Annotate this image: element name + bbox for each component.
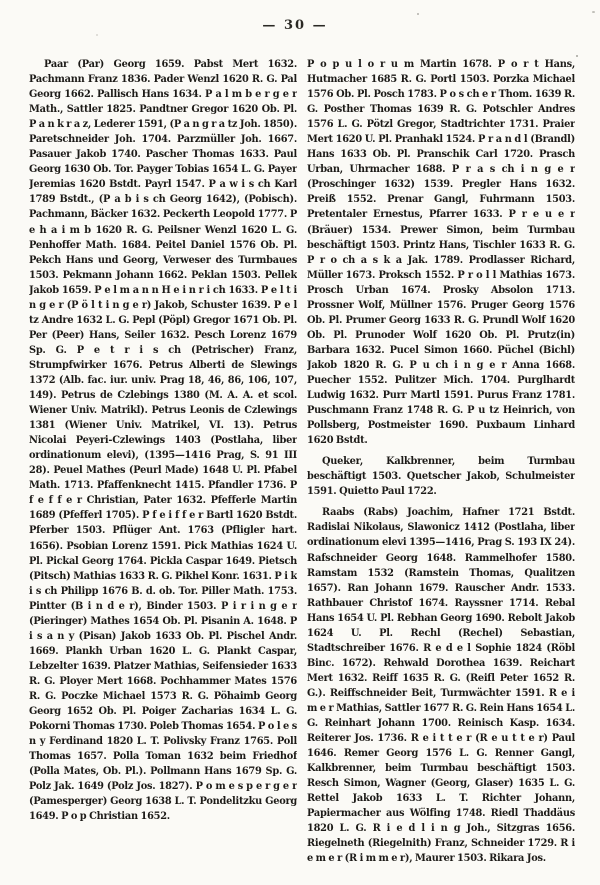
scan-speck xyxy=(417,13,419,15)
scan-speck xyxy=(96,34,98,36)
text-columns xyxy=(29,57,575,871)
left-column-paragraph-p-entries: Paar (Par) Georg 1659. Pabst Mert 1632. Pachmann Franz 1836. Pader Wenzl 1620 R. G. Pal Georg 1662. Pallisch Hans 1634. P a l m b e r g e r Math., Sattler 1825. Pandtner Gregor 1620 Ob. Pl. P a n k r a z, Lederer 1591, (P a n g r a tz Joh. 1850). Paretschneider Joh. 1704. Parzmüller Joh. 1667. Pasauer Jakob 1740. Pascher Thomas 1633. Paul Georg 1630 Ob. Tor. Payger Tobias 1654 L. G. Payer Jeremias 1620 Bstdt. Payrl 1547. P a w i s ch Karl 1789 Bstdt., (P a b i s ch Georg 1642), (Pobisch). Pachmann, Bäcker 1632. Peckerth Leopold 1777. P e h a i m b 1620 R. G. Peilsner Wenzl 1620 L. G. Penhoffer Math. 1684. Peitel Daniel 1576 Ob. Pl. Pekch Hans und Georg, Verweser des Turmbaues 1503. Pekmann Johann 1662. Peklan 1503. Pellek Jakob 1659. P e l m a n n H e i n r i ch 1633. P e l t i n g e r (P ö l t i n g e r) Jakob, Schuster 1639. P e l tz Andre 1632 L. G. Pepl (Pöpl) Gregor 1671 Ob. Pl. Per (Peer) Hans, Seiler 1632. Pesch Lorenz 1679 Sp. G. P e t r i s ch (Petrischer) Franz, Strumpfwirker 1676. Petrus Alberti de Slewings 1372 (Alb. fac. iur. univ. Prag 18, 46, 86, 106, 107, 149). Petrus de Czlebings 1380 (M. A. A. et scol. Wiener Univ. Matrikl). Petrus Leonis de Czlewings 1381 (Wiener Univ. Matrikel, VI. 13). Petrus Nicolai Peyeri-Czlewings 1403 (Postlaha, liber ordinationum elevi), (1395—1416 Prag, S. 91 III 28). Peuel Mathes (Peurl Made) 1648 U. Pl. Pfabel Math. 1713. Pfaffenknecht 1415. Pfandler 1736. P f e f f e r Christian, Pater 1632. Pfefferle Martin 1689 (Pfefferl 1705). P f e i f f e r Bartl 1620 Bstdt. Pferber 1503. Pflüger Ant. 1763 (Pfligler hart. 1656). Psobian Lorenz 1591. Pick Mathias 1624 U. Pl. Pickal Georg 1764. Pickla Caspar 1649. Pietsch (Pitsch) Mathias 1633 R. G. Pikhel Konr. 1631. P i k i s ch Philipp 1676 B. d. ob. Tor. Piller Math. 1753. Pintter (B i n d e r), Binder 1503. P i r i n g e r (Pieringer) Mathes 1654 Ob. Pl. Pisanin A. 1648. P i s a n y (Pisan) Jakob 1633 Ob. Pl. Pischel Andr. 1669. Plankh Urban 1620 L. G. Plankt Caspar, Lebzelter 1639. Platzer Mathias, Seifensieder 1633 R. G. Ployer Mert 1668. Pochhammer Mates 1576 R. G. Poczke Michael 1573 R. G. Pöhaimb Georg Georg 1652 Ob. Pl. Poiger Zacharias 1634 L. G. Pokorni Thomas 1730. Poleb Thomas 1654. P o l e s n y Ferdinand 1820 L. T. Polivsky Franz 1765. Poll Thomas 1657. Polla Toman 1632 beim Friedhof (Polla Mates, Ob. Pl.). Pollmann Hans 1679 Sp. G. Polz Jak. 1649 (Polz Jos. 1827). P o m e s p e r g e r (Pamesperger) Georg 1638 L. T. Pondelitzku Georg 1649. P o p Christian 1652. xyxy=(29,59,297,823)
right-column xyxy=(307,57,575,871)
right-column-paragraph-q-entries: Queker, Kalkbrenner, beim Turmbau beschäftigt 1503. Quetscher Jakob, Schulmeister 1591. Quietto Paul 1722. xyxy=(307,456,575,498)
right-column-paragraph-r-entries: Raabs (Rabs) Joachim, Hafner 1721 Bstdt. Radislai Nikolaus, Slawonicz 1412 (Postlaha, liber ordinationum elevi 1395—1416, Prag S. 193 IX 24). Rafschneider Georg 1648. Rammelhofer 1580. Ramstam 1532 (Ramstein Thomas, Qualitzen 1657). Ran Johann 1679. Rauscher Andr. 1533. Rathbauer Christof 1674. Rayssner 1714. Rebal Hans 1654 U. Pl. Rebhan Georg 1690. Rebolt Jakob 1624 U. Pl. Rechl (Rechel) Sebastian, Stadtschreiber 1676. R e d e l Sophie 1824 (Röbl Binc. 1672). Rehwald Dorothea 1639. Reichart Mert 1632. Reiff 1635 R. G. (Reifl Peter 1652 R. G.). Reiffschneider Beit, Turmwächter 1591. R e i m e r Mathias, Sattler 1677 R. G. Rein Hans 1654 L. G. Reinhart Johann 1700. Reinisch Kasp. 1634. Reiterer Jos. 1736. R e i t t e r (R e u t t e r) Paul 1646. Remer Georg 1576 L. G. Renner Gangl, Kalkbrenner, beim Turmbau beschäftigt 1503. Resch Simon, Wagner (Georg, Glaser) 1635 L. G. Rettel Jakob 1633 L. T. Richter Johann, Papiermacher aus Wölfing 1748. Riedl Thaddäus 1820 L. G. R i e d l i n g Joh., Sitzgras 1656. Riegelneth (Riegelnith) Franz, Schneider 1729. R i e m e r (R i m m e r), Maurer 1503. Rikara Jos. xyxy=(307,507,575,865)
right-column-paragraph-p-entries-continued: P o p u l o r u m Martin 1678. P o r t Hans, Hutmacher 1685 R. G. Portl 1503. Porzka Michael 1576 Ob. Pl. Posch 1783. P o s ch e r Thom. 1639 R. G. Posther Thomas 1639 R. G. Potschler Andres 1576 L. G. Pötzl Gregor, Stadtrichter 1731. Praier Mert 1620 U. Pl. Pranhakl 1524. P r a n d l (Brandl) Hans 1633 Ob. Pl. Pranschik Carl 1720. Prasch Urban, Uhrmacher 1688. P r a s ch i n g e r (Proschinger 1632) 1539. Pregler Hans 1632. Preiß 1552. Prenar Gangl, Fuhrmann 1503. Pretentaler Ernestus, Pfarrer 1633. P r e u e r (Bräuer) 1534. Prewer Simon, beim Turmbau beschäftigt 1503. Printz Hans, Tischler 1633 R. G. P r o ch a s k a Jak. 1789. Prodlasser Richard, Müller 1673. Proksch 1552. P r o l l Mathias 1673. Prosch Urban 1674. Prosky Absolon 1713. Prossner Wolf, Müllner 1576. Pruger Georg 1576 Ob. Pl. Prumer Georg 1633 R. G. Prundl Wolf 1620 Ob. Pl. Prunoder Wolf 1620 Ob. Pl. Prutz(in) Barbara 1632. Pucel Simon 1660. Püchel (Bichl) Jakob 1820 R. G. P u ch i n g e r Anna 1668. Puecher 1552. Pulitzer Mich. 1704. Purglhardt Ludwig 1632. Purr Martl 1591. Purus Franz 1781. Puschmann Franz 1748 R. G. P u tz Heinrich, von Pollsberg, Postmeister 1690. Puxbaum Linhard 1620 Bstdt. xyxy=(307,59,575,447)
page-number: — 30 — xyxy=(262,18,328,33)
scan-speck xyxy=(576,55,578,57)
scan-speck xyxy=(592,11,595,13)
left-column xyxy=(29,57,297,871)
